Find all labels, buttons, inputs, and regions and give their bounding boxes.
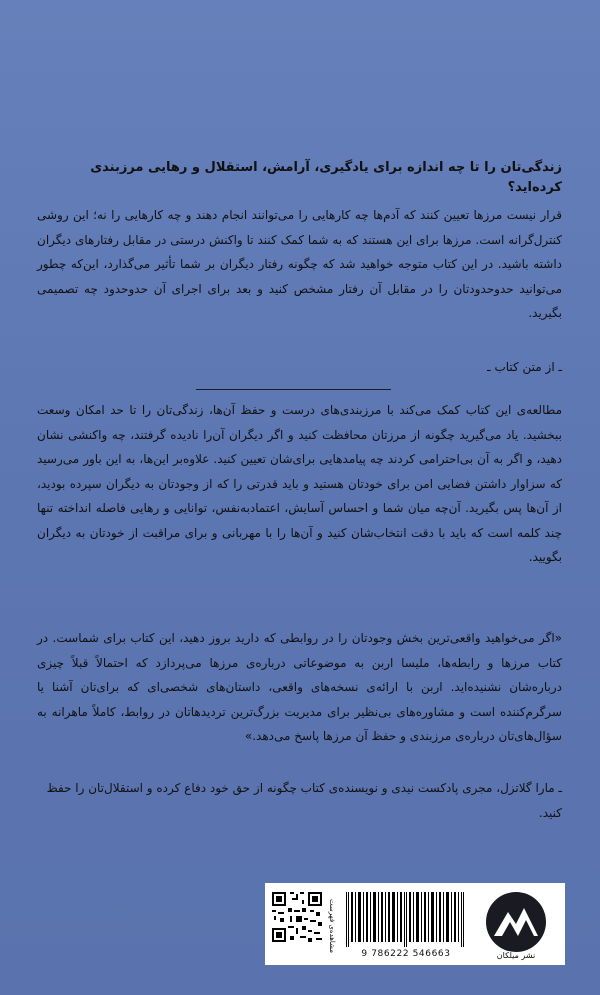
qr-label: مشاهده‌ی فهرست [328, 898, 336, 953]
qr-code-icon [270, 890, 324, 944]
excerpt-source: ـ از متن کتاب ـ [487, 360, 562, 374]
publisher-name: نشر میلکان [496, 951, 536, 960]
intro-paragraph: قرار نیست مرزها تعیین کنند که آدم‌ها چه کارهایی را می‌توانند انجام دهند و چه کارهایی را نه؛ این روشی کنترل‌گرانه است. مرزها برای این هستند که به شما کمک کنند تا واکنش درستی در مقابل رفتارهای دیگران داشته باشید. در این کتاب متوجه خواهید شد که چگونه رفتار دیگران بر شما تأثیر می‌گذارد، این‌که چطور می‌توانید حدوحدودتان را در مقابل آن رفتار مشخص کنید و بعد برای اجرای آن حدوحدود چه تصمیمی بگیرید. [37, 208, 562, 320]
section-divider [196, 389, 391, 390]
cover-headline: زندگی‌تان را تا چه اندازه برای یادگیری، آرامش، استقلال و رهایی مرزبندی کرده‌اید؟ [90, 160, 562, 195]
isbn-number: 9 786222 546663 [361, 949, 451, 959]
barcode-icon [342, 890, 470, 947]
publisher-logo-icon [480, 890, 552, 960]
description-paragraph: مطالعه‌ی این کتاب کمک می‌کند با مرزبندی‌های درست و حفظ آن‌ها، زندگی‌تان را تا حد امکان وسعت ببخشید. یاد می‌گیرید چگونه از مرزتان محافظت کنید و اگر دیگران آن‌را نادیده گرفتند، چه واکنشی نشان دهید، و اگر به آن بی‌احترامی کردند چه پیامدهایی برای‌شان تعیین کنید. علاوه‌بر این‌ها، به این باور می‌رسید که سزاوار داشتن فضایی امن برای خودتان هستید و باید قدرتی را که از وجودتان به دیگران سپرده بودید، از آن‌ها پس بگیرید. آن‌چه میان شما و احساس آسایش، اعتمادبه‌نفس، توانایی و رهایی فاصله انداخته تنها چند کلمه است که باید با دقت انتخاب‌شان کنید و آن‌ها را با مهربانی و برای مراقبت از خودتان به دیگران بگویید. [37, 403, 562, 564]
endorsement-attribution: ـ مارا گلاتزل، مجری پادکست نیدی و نویسنده‌ی کتاب چگونه از حق خود دفاع کرده و استقلال‌تان را حفظ کنید. [46, 781, 562, 820]
endorsement-quote: «اگر می‌خواهید واقعی‌ترین بخش وجودتان را در روابطی که دارید بروز دهید، این کتاب برای شماست. در کتاب مرزها و رابطه‌ها، ملیسا اربن به موضوعاتی درباره‌ی مرزها می‌پردازد که احتمالاً قبلاً چیزی درباره‌شان نشنیده‌اید. اربن با ارائه‌ی نسخه‌های واقعی، داستان‌های شخصی‌ای که برای‌تان آشنا یا سرگرم‌کننده است و مشاوره‌های بی‌نظیر برای مدیریت بزرگ‌ترین تردیدهاتان در روابط، کاملاً ماهرانه به سؤال‌های‌تان درباره‌ی مرزبندی و حفظ آن مرزها پاسخ می‌دهد.» [37, 631, 562, 743]
